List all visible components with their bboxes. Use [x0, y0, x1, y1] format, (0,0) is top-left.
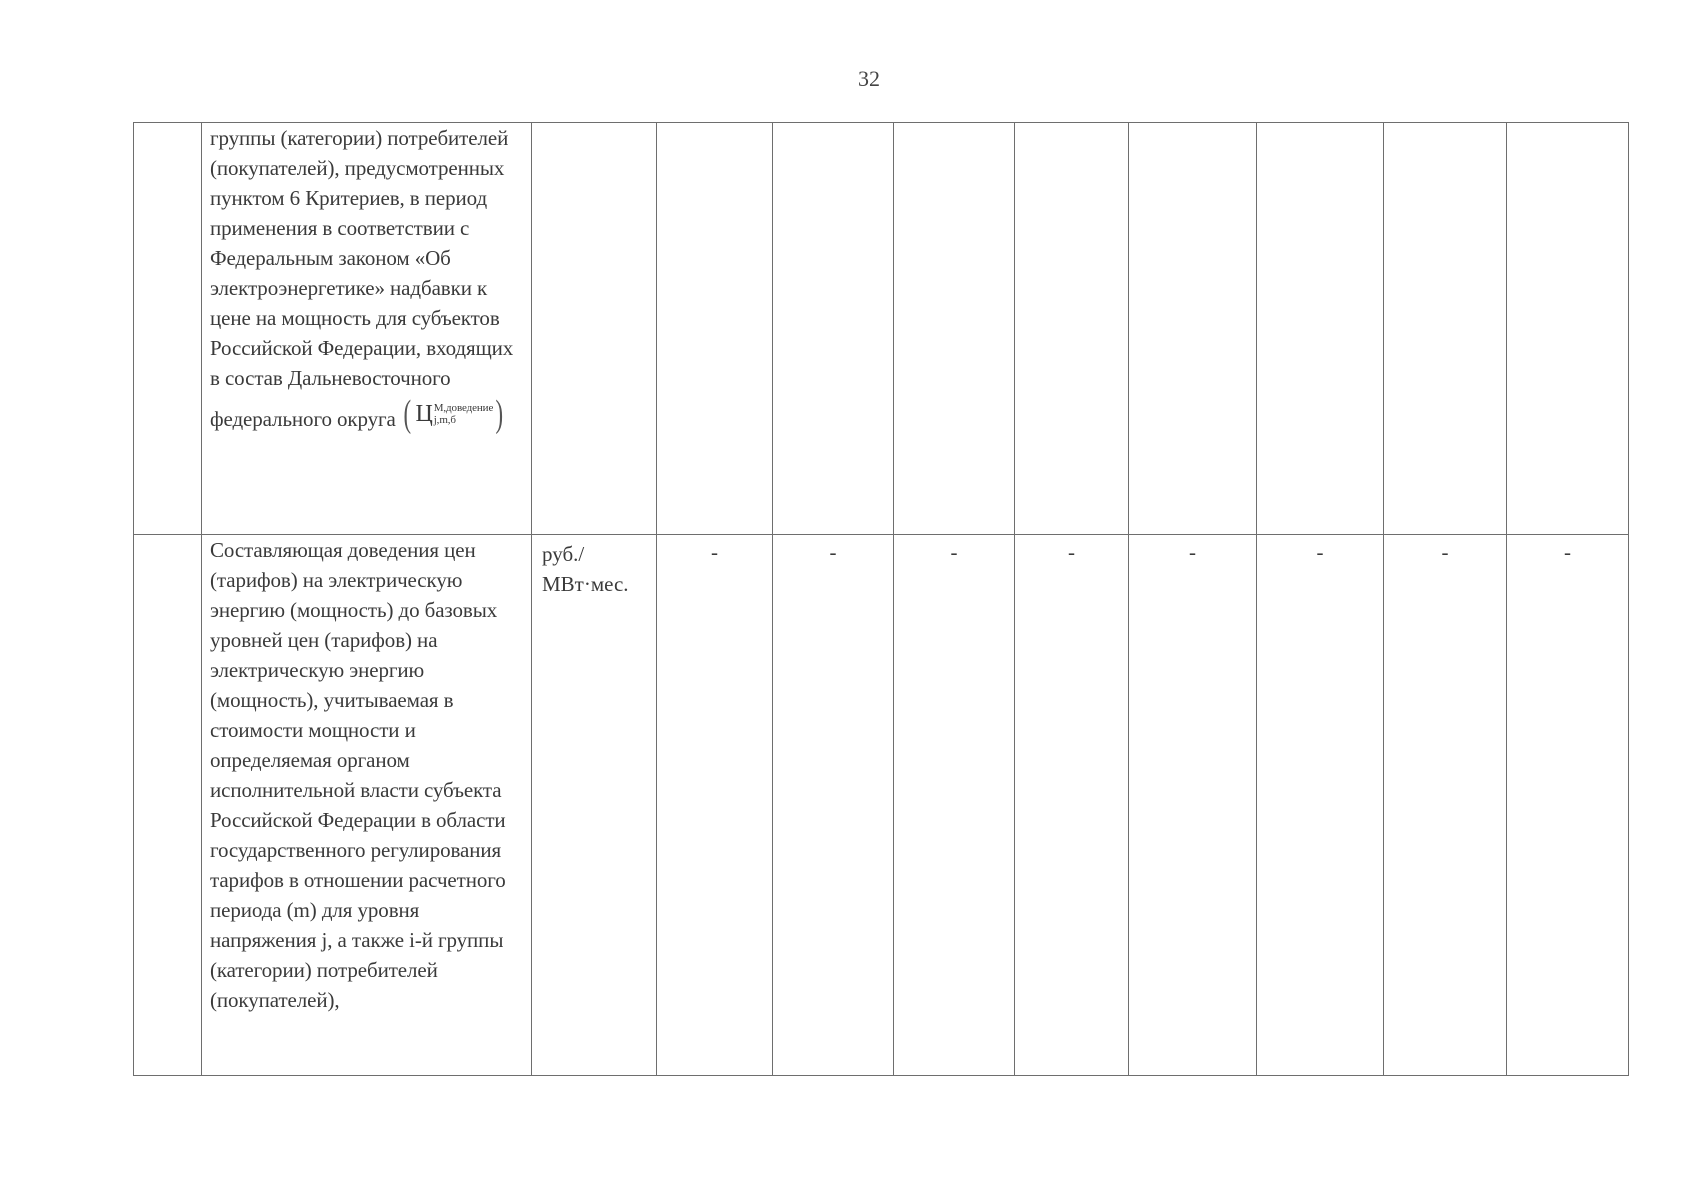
row-description: группы (категории) потребителей (покупателей), предусмотренных пунктом 6 Критериев, в период применения в соответствии с Федеральным законом «Об электроэнергетике» надбавки к цене на мощность для субъектов Российской Федерации, входящих в состав Дальневосточного федерального округа: [210, 126, 514, 431]
value-cell: [773, 123, 894, 535]
value-cell: -: [657, 534, 773, 1075]
value-cell: [1257, 123, 1384, 535]
table-row: [134, 534, 1629, 1075]
formula-close-paren: ): [495, 393, 504, 435]
value-cell: [1015, 123, 1129, 535]
value-cell: -: [1015, 534, 1129, 1075]
value-cell: [1384, 123, 1507, 535]
row-number-cell: [134, 123, 202, 535]
value-cell: -: [1129, 534, 1257, 1075]
value-cell: [657, 123, 773, 535]
unit-label-line2: МВт·мес.: [542, 571, 629, 596]
unit-label-line1: руб./: [542, 541, 585, 566]
description-cell: [202, 534, 532, 1075]
value-cell: -: [1384, 534, 1507, 1075]
formula-symbol: [401, 395, 506, 433]
value-cell: [1129, 123, 1257, 535]
unit-cell: [532, 534, 657, 1075]
formula-open-paren: (: [403, 393, 411, 435]
unit-cell: [532, 123, 657, 535]
value-cell: -: [894, 534, 1015, 1075]
value-cell: -: [1257, 534, 1384, 1075]
row-number-cell: [134, 534, 202, 1075]
tariff-table: [133, 122, 1629, 1076]
formula-subscript: j,m,б: [433, 414, 456, 426]
formula-main-symbol: Ц: [415, 401, 433, 427]
formula-scripts: [434, 402, 494, 426]
description-cell: [202, 123, 532, 535]
page-number: 32: [858, 66, 880, 91]
value-cell: [894, 123, 1015, 535]
table-row: [134, 123, 1629, 535]
value-cell: -: [1507, 534, 1629, 1075]
value-cell: -: [773, 534, 894, 1075]
row-description: Составляющая доведения цен (тарифов) на электрическую энергию (мощность) до базовых уровней цен (тарифов) на электрическую энергию (мощность), учитываемая в стоимости мощности и определяемая органом исполнительной власти субъекта Российской Федерации в области государственного регулирования тарифов в отношении расчетного периода (m) для уровня напряжения j, а также i-й группы (категории) потребителей (покупателей),: [210, 537, 506, 1012]
value-cell: [1507, 123, 1629, 535]
formula-superscript: М,доведение: [433, 402, 494, 414]
